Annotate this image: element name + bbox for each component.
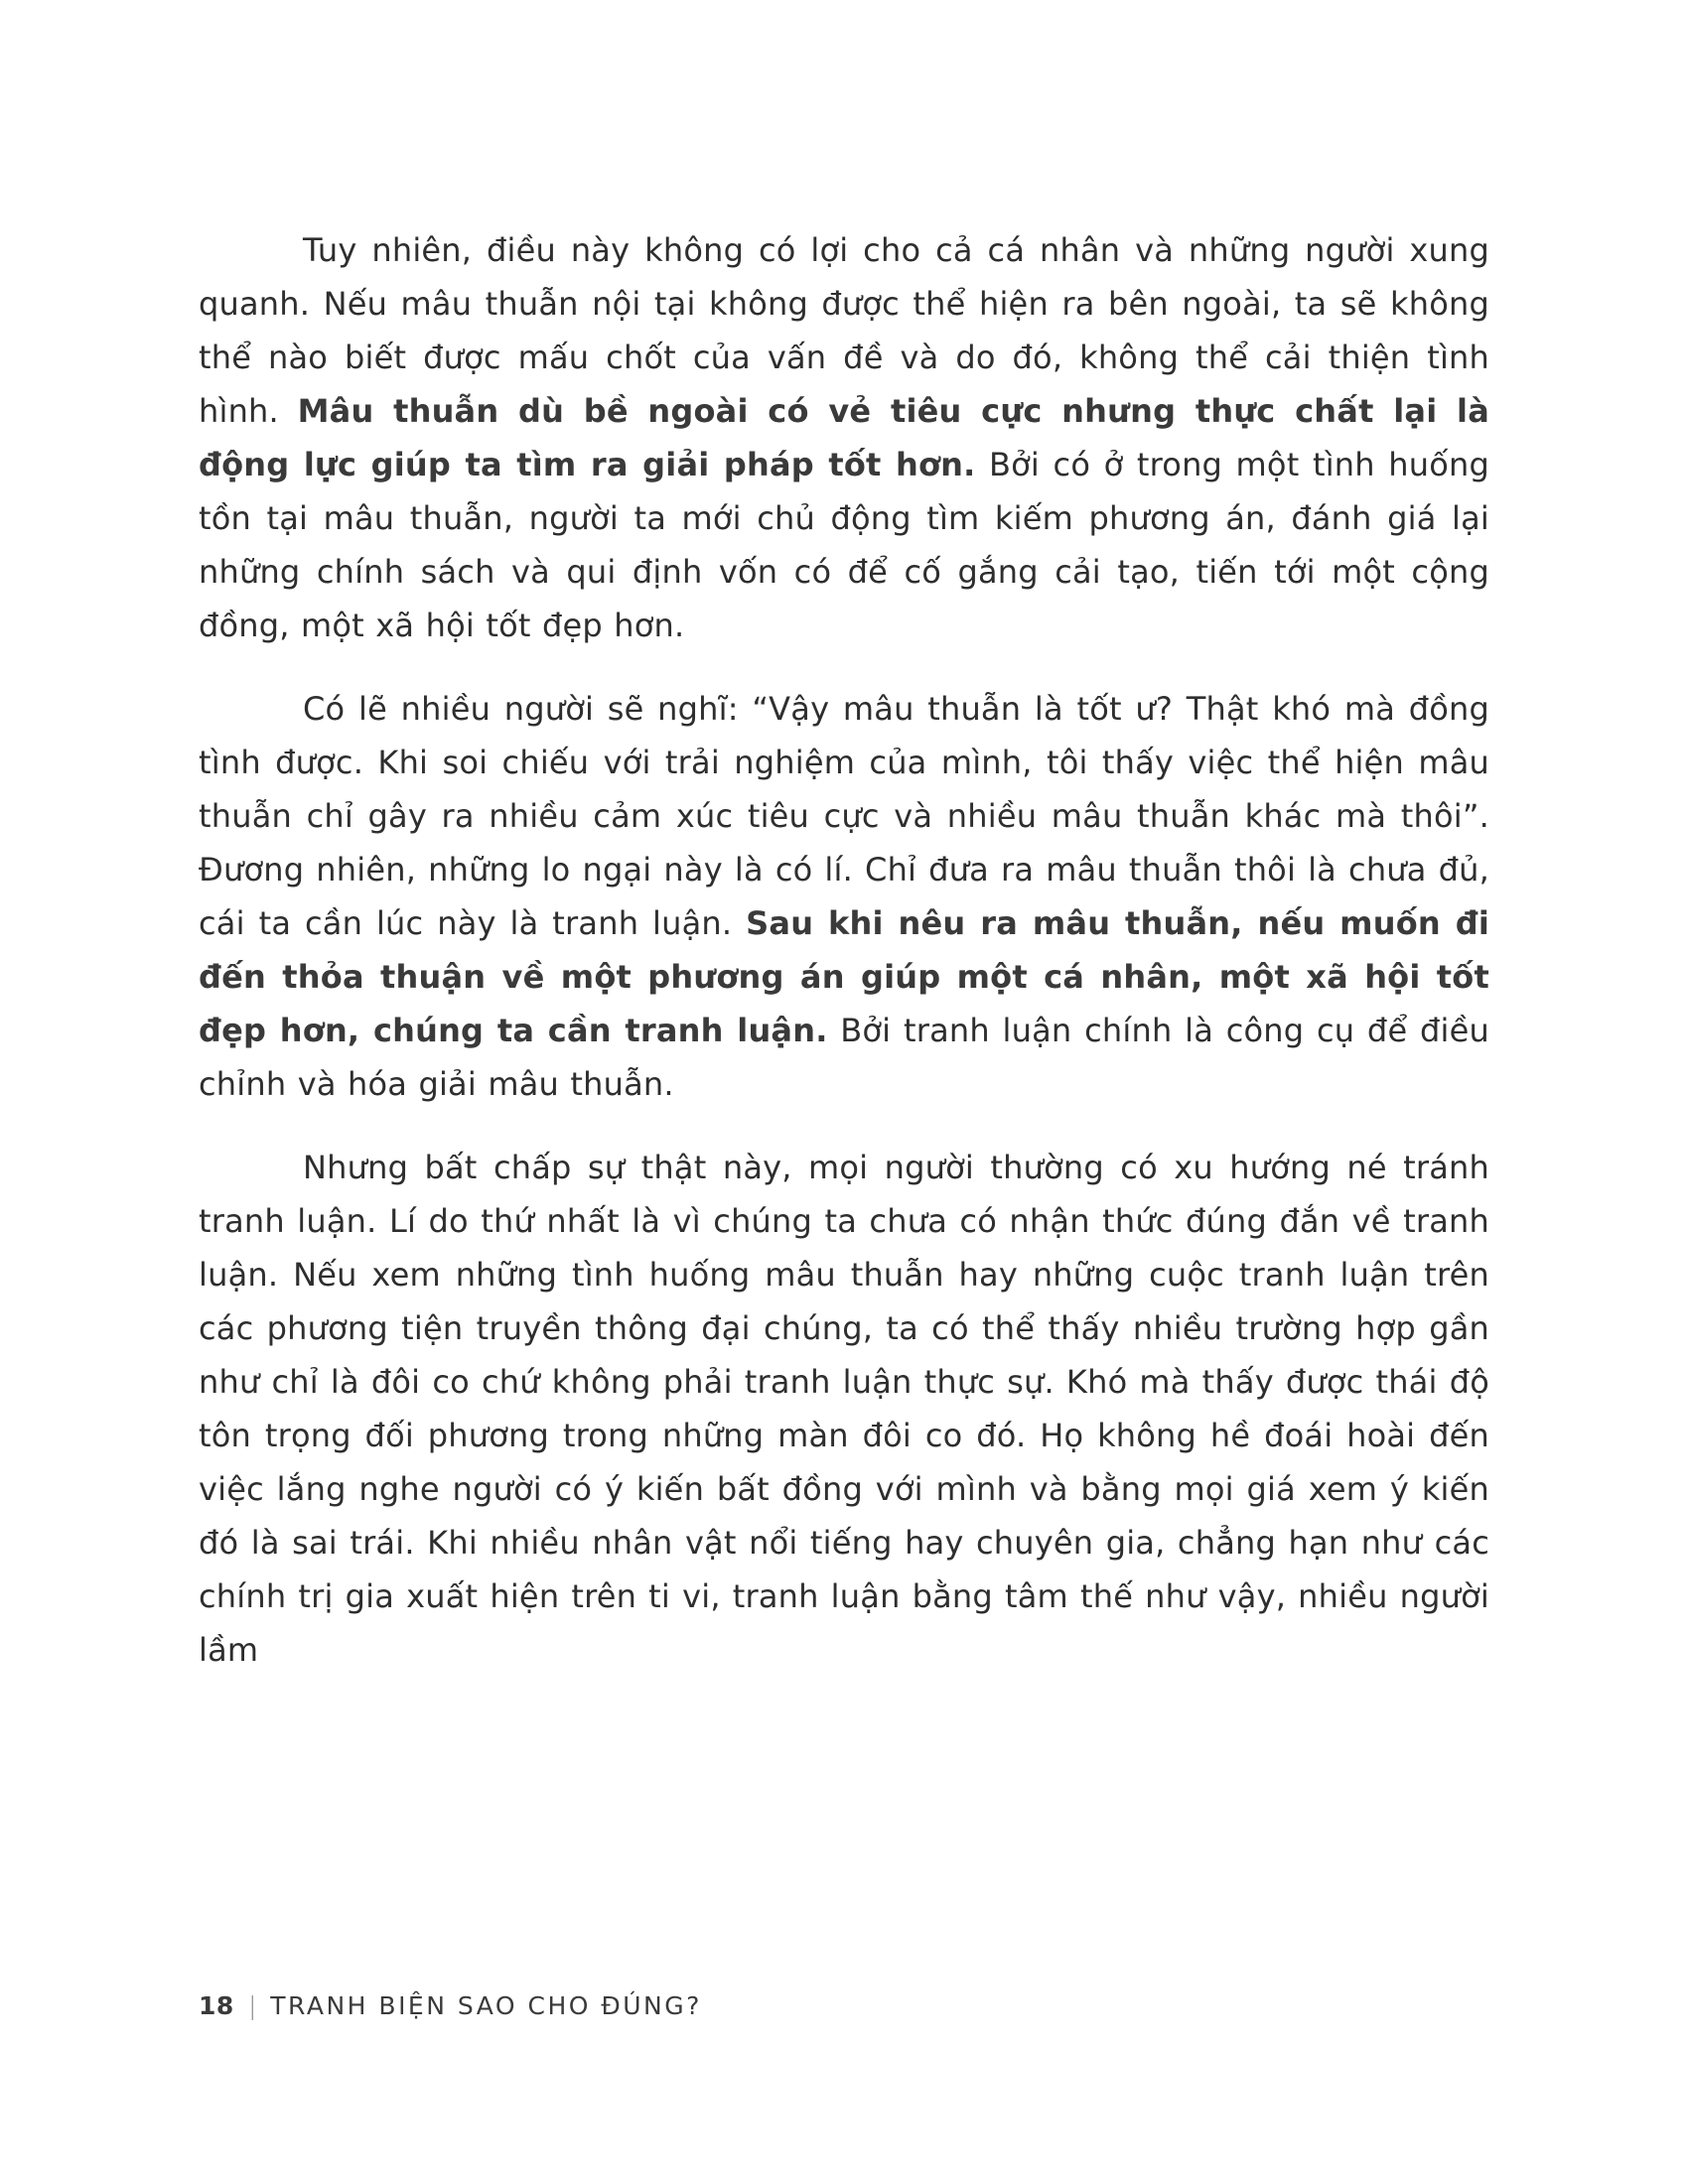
body-text: Tuy nhiên, điều này không có lợi cho cả cá nhân và những người xung quanh. Nếu mâu thuẫn nội tại không được thể hiện ra bên ngoài, ta sẽ không thể nào biết được mấu chốt của vấn đề và do đó, không thể cải thiện tình hình.	[199, 231, 1489, 430]
body-text: Bởi tranh luận chính là công cụ để điều chỉnh và hóa giải mâu thuẫn.	[199, 1012, 1489, 1103]
body-text: Bởi có ở trong một tình huống tồn tại mâu thuẫn, người ta mới chủ động tìm kiếm phương án, đánh giá lại những chính sách và qui định vốn có để cố gắng cải tạo, tiến tới một cộng đồng, một xã hội tốt đẹp hơn.	[199, 446, 1490, 644]
body-text: Nhưng bất chấp sự thật này, mọi người thường có xu hướng né tránh tranh luận. Lí do thứ nhất là vì chúng ta chưa có nhận thức đúng đắn về tranh luận. Nếu xem những tình huống mâu thuẫn hay những cuộc tranh luận trên các phương tiện truyền thông đại chúng, ta có thể thấy nhiều trường hợp gần như chỉ là đôi co chứ không phải tranh luận thực sự. Khó mà thấy được thái độ tôn trọng đối phương trong những màn đôi co đó. Họ không hề đoái hoài đến việc lắng nghe người có ý kiến bất đồng với mình và bằng mọi giá xem ý kiến đó là sai trái. Khi nhiều nhân vật nổi tiếng hay chuyên gia, chẳng hạn như các chính trị gia xuất hiện trên ti vi, tranh luận bằng tâm thế như vậy, nhiều người lầm	[199, 1149, 1489, 1669]
emphasis-text: Sau khi nêu ra mâu thuẫn, nếu muốn đi đến thỏa thuận về một phương án giúp một cá nhân, một xã hội tốt đẹp hơn, chúng ta cần tranh luận.	[199, 904, 1489, 1049]
body-text: Có lẽ nhiều người sẽ nghĩ: “Vậy mâu thuẫn là tốt ư? Thật khó mà đồng tình được. Khi soi chiếu với trải nghiệm của mình, tôi thấy việc thể hiện mâu thuẫn chỉ gây ra nhiều cảm xúc tiêu cực và nhiều mâu thuẫn khác mà thôi”. Đương nhiên, những lo ngại này là có lí. Chỉ đưa ra mâu thuẫn thôi là chưa đủ, cái ta cần lúc này là tranh luận.	[199, 690, 1489, 942]
footer-separator: |	[249, 1991, 255, 2020]
paragraph	[199, 1141, 1489, 1677]
page-body	[199, 223, 1489, 1706]
page-footer	[199, 1991, 702, 2020]
emphasis-text: Mâu thuẫn dù bề ngoài có vẻ tiêu cực nhưng thực chất lại là động lực giúp ta tìm ra giải pháp tốt hơn.	[199, 392, 1489, 483]
page-number: 18	[199, 1991, 234, 2020]
book-title: TRANH BIỆN SAO CHO ĐÚNG?	[270, 1991, 702, 2020]
paragraph-container	[199, 223, 1489, 1677]
paragraph	[199, 682, 1489, 1111]
paragraph	[199, 223, 1489, 652]
